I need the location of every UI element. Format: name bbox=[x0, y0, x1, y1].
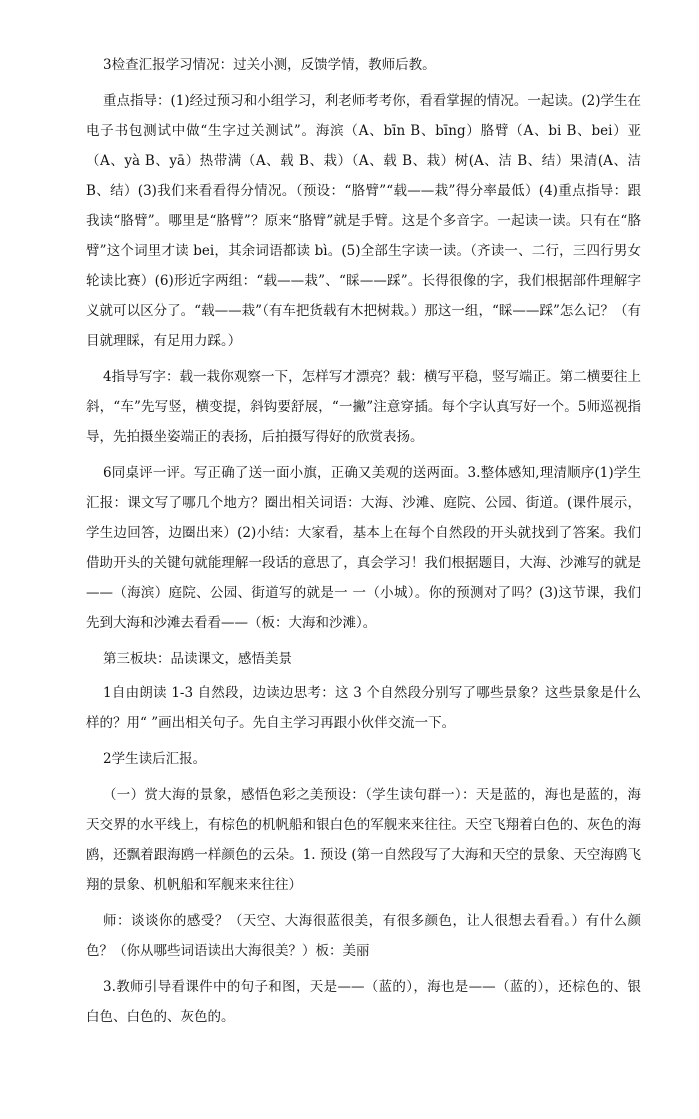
paragraph-teacher-guidance: 3.教师引导看课件中的句子和图，天是——（蓝的），海也是——（蓝的），还棕色的、银白色、白色的、灰色的。 bbox=[86, 979, 641, 1025]
paragraph-free-reading: 1自由朗读 1-3 自然段，边读边思考：这 3 个自然段分别写了哪些景象？这些景象是什么样的？用“ ”画出相关句子。先自主学习再跟小伙伴交流一下。 bbox=[86, 685, 641, 731]
paragraph-check-report: 3检查汇报学习情况：过关小测，反馈学情，教师后教。 bbox=[103, 57, 436, 73]
section-heading: 第三板块：品读课文，感悟美景 bbox=[103, 651, 292, 667]
paragraph-student-report: 2学生读后汇报。 bbox=[103, 751, 207, 767]
paragraph-sea-scene: （一）赏大海的景象，感悟色彩之美预设：（学生读句群一）：天是蓝的，海也是蓝的，海天交界的水平线上，有棕色的机帆船和银白色的军舰来来往往。天空飞翔着白色的、灰色的海鸥，还飘着跟海鸥一样颜色的云朵。1. 预设 (第一自然段写了大海和天空的景象、天空海鸥飞翔的景象、机帆船和军舰来来往往） bbox=[86, 787, 641, 893]
paragraph-peer-review: 6同桌评一评。写正确了送一面小旗，正确又美观的送两面。3.整体感知,理清顺序(1)学生汇报：课文写了哪几个地方？圈出相关词语：大海、沙滩、庭院、公园、街道。(课件展示，学生边回答，边圈出来）(2)小结：大家看，基本上在每个自然段的开头就找到了答案。我们借助开头的关键句就能理解一段话的意思了，真会学习！我们根据题目，大海、沙滩写的就是——（海滨）庭院、公园、街道写的就是一 一（小城）。你的预测对了吗？(3)这节课，我们先到大海和沙滩去看看——（板：大海和沙滩）。 bbox=[86, 465, 641, 631]
paragraph-key-guidance: 重点指导：(1)经过预习和小组学习，利老师考考你，看看掌握的情况。一起读。(2)学生在电子书包测试中做“生字过关测试”。海滨（A、bīn B、bīng）胳臂（A、bi B、bei）亚（A、yà B、yā）热带满（A、载 B、栽）（A、载 B、栽）树(A、洁 B、结）果清(A、洁 B、结）(3)我们来看看得分情况。（预设：“胳臂”“载——栽”得分率最低）(4)重点指导：跟我读“胳臂”。哪里是“胳臂”？原来“胳臂”就是手臂。这是个多音字。一起读一读。只有在“胳臂”这个词里才读 bei，其余词语都读 bì。(5)全部生字读一读。（齐读一、二行，三四行男女轮读比赛）(6)形近字两组：“载——栽”、“睬——踩”。长得很像的字，我们根据部件理解字义就可以区分了。“载——栽”（有车把货载有木把树栽。）那这一组，“睬——踩”怎么记？（有目就理睬，有足用力踩。） bbox=[86, 93, 641, 349]
paragraph-writing-guidance: 4指导写字：载一栽你观察一下，怎样写才漂亮？载：横写平稳，竖写端正。第二横要往上斜，“车”先写竖，横变提，斜钩要舒展，“一撇”注意穿插。每个字认真写好一个。5师巡视指导，先拍摄坐姿端正的表扬，后拍摄写得好的欣赏表扬。 bbox=[86, 369, 641, 445]
paragraph-teacher-question: 师：谈谈你的感受？（天空、大海很蓝很美，有很多颜色，让人很想去看看。）有什么颜色？（你从哪些词语读出大海很美？）板：美丽 bbox=[86, 913, 641, 959]
